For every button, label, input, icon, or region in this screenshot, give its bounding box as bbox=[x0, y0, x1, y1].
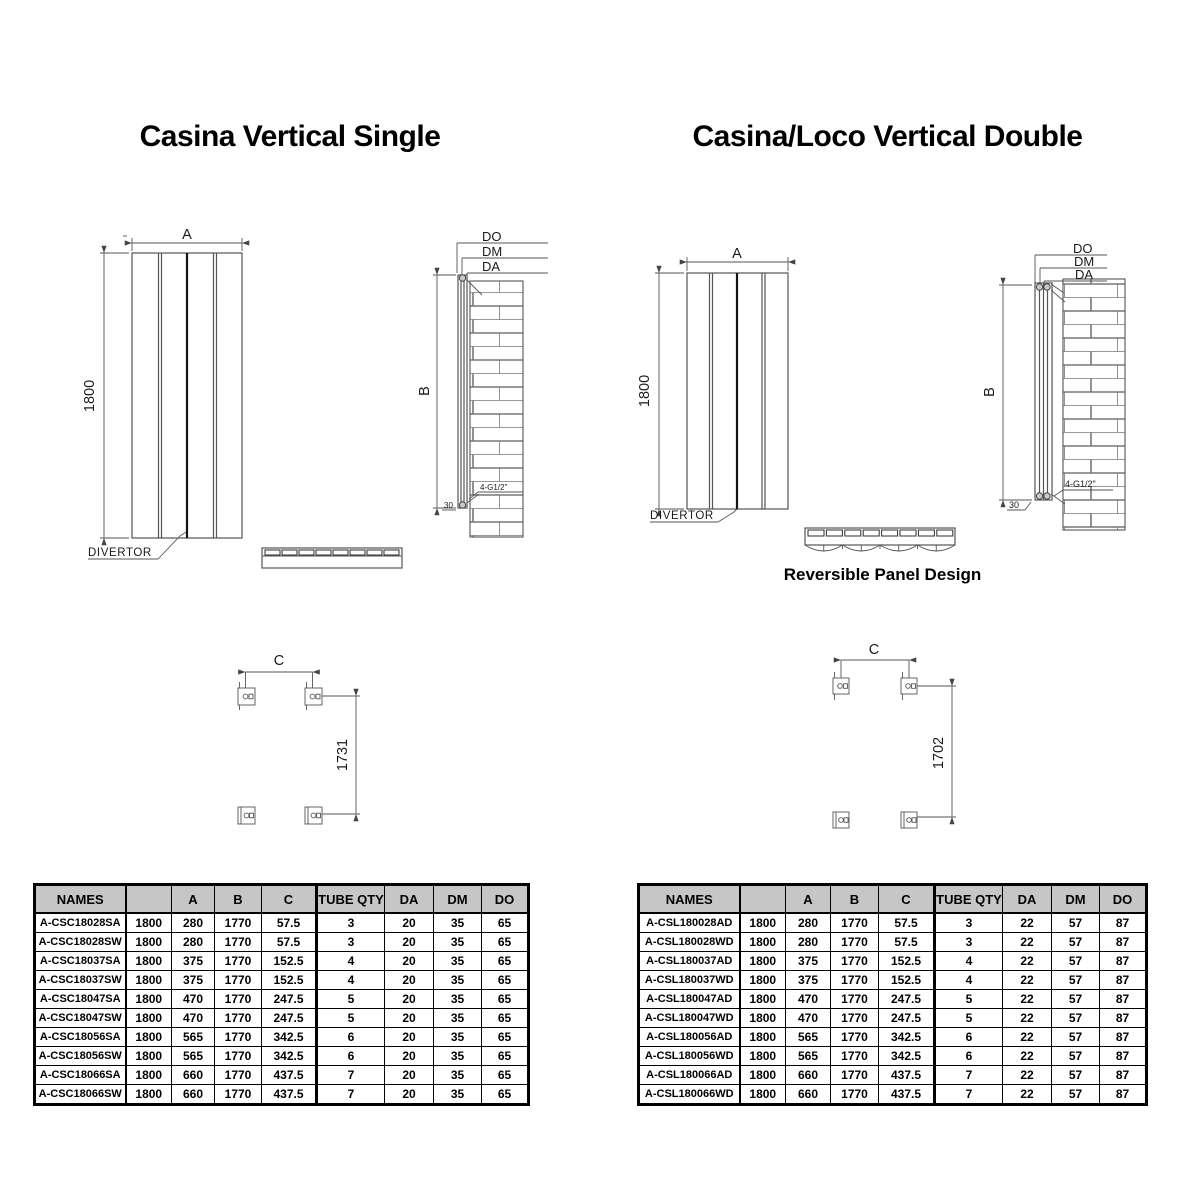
table-cell: 4 bbox=[935, 971, 1003, 990]
table-row bbox=[639, 971, 1147, 990]
table-cell: 65 bbox=[482, 1009, 529, 1028]
table-cell: 470 bbox=[172, 1009, 215, 1028]
table-cell: 1800 bbox=[126, 1009, 172, 1028]
double-vertical-label: 1702 bbox=[931, 736, 947, 770]
table-cell: 22 bbox=[1003, 933, 1052, 952]
table-cell: 1770 bbox=[215, 971, 262, 990]
table-cell: 6 bbox=[317, 1028, 385, 1047]
table-row bbox=[35, 1047, 529, 1066]
table-cell: 57 bbox=[1052, 971, 1100, 990]
table-cell: 1800 bbox=[126, 971, 172, 990]
table-cell: 565 bbox=[172, 1028, 215, 1047]
single-bracket-plan bbox=[225, 650, 370, 835]
table-cell: 280 bbox=[172, 933, 215, 952]
col-header-a: A bbox=[172, 885, 215, 914]
table-cell: 4 bbox=[317, 971, 385, 990]
bottom-tapping bbox=[459, 502, 465, 508]
table-cell: 57.5 bbox=[879, 913, 935, 933]
bracket bbox=[305, 807, 322, 824]
table-row bbox=[35, 971, 529, 990]
table-cell: 1770 bbox=[831, 1085, 879, 1105]
table-cell: 1770 bbox=[831, 1028, 879, 1047]
table-cell: 3 bbox=[935, 933, 1003, 952]
single-tapping-label: 4-G1/2" bbox=[480, 483, 508, 492]
table-cell: 57 bbox=[1052, 1047, 1100, 1066]
table-cell: 470 bbox=[786, 990, 831, 1009]
table-cell: 57 bbox=[1052, 1028, 1100, 1047]
table-cell: 22 bbox=[1003, 971, 1052, 990]
table-cell: 660 bbox=[786, 1066, 831, 1085]
table-cell: A-CSC18028SA bbox=[35, 913, 126, 933]
table-row bbox=[35, 990, 529, 1009]
table-cell: 375 bbox=[786, 952, 831, 971]
table-cell: 22 bbox=[1003, 1028, 1052, 1047]
col-header-do: DO bbox=[482, 885, 529, 914]
table-row bbox=[639, 952, 1147, 971]
col-header-b: B bbox=[831, 885, 879, 914]
table-cell: A-CSL180056AD bbox=[639, 1028, 740, 1047]
depth-dimensions bbox=[1035, 255, 1107, 286]
table-cell: 65 bbox=[482, 1028, 529, 1047]
brick-wall bbox=[1063, 279, 1125, 530]
table-cell: 1770 bbox=[215, 1047, 262, 1066]
table-cell: 152.5 bbox=[879, 971, 935, 990]
table-cell: 65 bbox=[482, 933, 529, 952]
table-cell: 470 bbox=[786, 1009, 831, 1028]
table-cell: A-CSL180037AD bbox=[639, 952, 740, 971]
table-cell: 152.5 bbox=[262, 971, 317, 990]
table-row bbox=[35, 1085, 529, 1105]
table-cell: 1800 bbox=[740, 933, 786, 952]
table-cell: 57 bbox=[1052, 990, 1100, 1009]
single-title: Casina Vertical Single bbox=[139, 120, 441, 153]
double-front-view bbox=[635, 245, 835, 545]
table-cell: 1800 bbox=[126, 1085, 172, 1105]
table-cell: 22 bbox=[1003, 913, 1052, 933]
table-cell: 1770 bbox=[831, 1066, 879, 1085]
table-cell: 20 bbox=[385, 990, 434, 1009]
double-cross-section bbox=[798, 518, 968, 568]
bracket bbox=[901, 812, 917, 828]
table-row bbox=[35, 1028, 529, 1047]
col-header-c: C bbox=[879, 885, 935, 914]
table-cell: A-CSC18047SW bbox=[35, 1009, 126, 1028]
double-wall-offset-label: 30 bbox=[1009, 500, 1020, 510]
table-row bbox=[639, 1028, 1147, 1047]
table-cell: 20 bbox=[385, 1066, 434, 1085]
bracket bbox=[833, 812, 849, 828]
single-wall-offset-label: 30 bbox=[444, 501, 453, 510]
table-row bbox=[35, 952, 529, 971]
table-cell: 1800 bbox=[740, 913, 786, 933]
table-cell: 280 bbox=[786, 913, 831, 933]
table-cell: 35 bbox=[434, 1047, 482, 1066]
double-front-height-label: 1800 bbox=[637, 374, 653, 408]
table-cell: 35 bbox=[434, 971, 482, 990]
table-cell: 65 bbox=[482, 1066, 529, 1085]
table-cell: 1800 bbox=[740, 990, 786, 1009]
table-cell: A-CSL180028WD bbox=[639, 933, 740, 952]
table-cell: 1800 bbox=[126, 990, 172, 1009]
table-cell: 247.5 bbox=[262, 1009, 317, 1028]
table-row bbox=[35, 933, 529, 952]
table-cell: 20 bbox=[385, 1009, 434, 1028]
double-front-width-label: A bbox=[732, 246, 742, 262]
table-cell: 22 bbox=[1003, 990, 1052, 1009]
table-cell: 65 bbox=[482, 952, 529, 971]
wall-brackets bbox=[238, 682, 322, 824]
table-cell: 65 bbox=[482, 990, 529, 1009]
table-cell: 565 bbox=[786, 1047, 831, 1066]
table-cell: 20 bbox=[385, 1047, 434, 1066]
table-cell: 1770 bbox=[215, 933, 262, 952]
table-cell: 7 bbox=[317, 1085, 385, 1105]
bracket bbox=[238, 807, 255, 824]
wall-brackets bbox=[833, 672, 917, 828]
table-cell: 1770 bbox=[215, 913, 262, 933]
table-cell: 375 bbox=[172, 952, 215, 971]
single-cross-section bbox=[255, 542, 410, 574]
table-cell: 57.5 bbox=[262, 913, 317, 933]
bottom-tapping bbox=[1044, 493, 1050, 499]
table-cell: 1800 bbox=[740, 971, 786, 990]
double-c-label: C bbox=[868, 642, 880, 658]
table-cell: 1800 bbox=[126, 1066, 172, 1085]
table-cell: 22 bbox=[1003, 1066, 1052, 1085]
table-row bbox=[639, 1085, 1147, 1105]
table-cell: 57 bbox=[1052, 933, 1100, 952]
table-cell: 35 bbox=[434, 952, 482, 971]
table-cell: 3 bbox=[935, 913, 1003, 933]
double-dm-label: DM bbox=[1074, 254, 1095, 269]
table-cell: 342.5 bbox=[879, 1047, 935, 1066]
table-cell: 35 bbox=[434, 1009, 482, 1028]
table-header-row bbox=[639, 885, 1147, 914]
table-cell: 342.5 bbox=[879, 1028, 935, 1047]
table-cell: A-CSL180047WD bbox=[639, 1009, 740, 1028]
double-tapping-label: 4-G1/2" bbox=[1065, 479, 1096, 489]
col-header-b: B bbox=[215, 885, 262, 914]
table-cell: 1770 bbox=[831, 1047, 879, 1066]
top-tapping bbox=[1044, 284, 1050, 290]
table-cell: 1770 bbox=[215, 990, 262, 1009]
table-cell: 470 bbox=[172, 990, 215, 1009]
col-header-c: C bbox=[262, 885, 317, 914]
table-header-row bbox=[35, 885, 529, 914]
table-row bbox=[639, 1066, 1147, 1085]
table-cell: 87 bbox=[1100, 971, 1147, 990]
table-cell: 3 bbox=[317, 913, 385, 933]
double-spec-table bbox=[637, 883, 1148, 1106]
table-cell: 5 bbox=[935, 990, 1003, 1009]
table-cell: 5 bbox=[317, 990, 385, 1009]
panel-slabs bbox=[265, 550, 399, 555]
reversible-panel-caption: Reversible Panel Design bbox=[783, 565, 982, 584]
col-header-tubeqty: TUBE QTY bbox=[317, 885, 385, 914]
table-cell: 1800 bbox=[740, 1028, 786, 1047]
col-header-da: DA bbox=[1003, 885, 1052, 914]
table-cell: 1770 bbox=[215, 1085, 262, 1105]
height-dimension bbox=[100, 253, 129, 538]
table-row bbox=[639, 1009, 1147, 1028]
table-cell: A-CSC18066SA bbox=[35, 1066, 126, 1085]
table-cell: 1800 bbox=[740, 1009, 786, 1028]
col-header-dm: DM bbox=[1052, 885, 1100, 914]
table-cell: 87 bbox=[1100, 952, 1147, 971]
table-cell: 1770 bbox=[215, 1009, 262, 1028]
table-cell: 65 bbox=[482, 971, 529, 990]
depth-dimensions bbox=[457, 243, 548, 277]
table-cell: 1770 bbox=[831, 913, 879, 933]
table-cell: 20 bbox=[385, 1085, 434, 1105]
table-cell: 7 bbox=[935, 1085, 1003, 1105]
table-cell: 7 bbox=[935, 1066, 1003, 1085]
top-tapping bbox=[459, 275, 465, 281]
table-cell: 35 bbox=[434, 1066, 482, 1085]
table-cell: 35 bbox=[434, 1085, 482, 1105]
single-divertor-label: DIVERTOR bbox=[88, 547, 152, 559]
col-header-names: NAMES bbox=[35, 885, 126, 914]
table-row bbox=[35, 1066, 529, 1085]
single-side-view bbox=[417, 225, 550, 545]
table-cell: 57 bbox=[1052, 913, 1100, 933]
table-cell: A-CSC18028SW bbox=[35, 933, 126, 952]
table-cell: A-CSL180056WD bbox=[639, 1047, 740, 1066]
table-cell: 660 bbox=[172, 1085, 215, 1105]
table-cell: A-CSC18056SW bbox=[35, 1047, 126, 1066]
bracket bbox=[238, 682, 255, 710]
double-da-label: DA bbox=[1075, 267, 1094, 282]
table-cell: 22 bbox=[1003, 1047, 1052, 1066]
b-dimension bbox=[433, 275, 456, 508]
table-cell: 87 bbox=[1100, 913, 1147, 933]
table-cell: A-CSL180028AD bbox=[639, 913, 740, 933]
table-cell: 65 bbox=[482, 913, 529, 933]
table-cell: 342.5 bbox=[262, 1047, 317, 1066]
table-cell: A-CSC18047SA bbox=[35, 990, 126, 1009]
table-cell: 1770 bbox=[831, 933, 879, 952]
table-cell: 1770 bbox=[831, 1009, 879, 1028]
table-row bbox=[35, 1009, 529, 1028]
table-cell: 660 bbox=[786, 1085, 831, 1105]
table-cell: 6 bbox=[935, 1047, 1003, 1066]
single-c-label: C bbox=[273, 653, 285, 669]
col-header-dm: DM bbox=[434, 885, 482, 914]
table-cell: 5 bbox=[935, 1009, 1003, 1028]
single-front-width-label: A bbox=[182, 227, 192, 243]
table-cell: 4 bbox=[935, 952, 1003, 971]
bottom-tapping bbox=[1036, 493, 1042, 499]
table-cell: 87 bbox=[1100, 1028, 1147, 1047]
table-cell: 437.5 bbox=[262, 1085, 317, 1105]
table-cell: 1770 bbox=[215, 952, 262, 971]
table-cell: 375 bbox=[172, 971, 215, 990]
table-cell: 57 bbox=[1052, 1066, 1100, 1085]
radiator-profile bbox=[1035, 283, 1052, 500]
table-cell: 1800 bbox=[126, 1028, 172, 1047]
table-cell: 1770 bbox=[215, 1066, 262, 1085]
single-do-label: DO bbox=[482, 229, 502, 244]
table-cell: 280 bbox=[786, 933, 831, 952]
col-header-blank bbox=[126, 885, 172, 914]
bracket bbox=[305, 682, 322, 710]
height-dimension bbox=[655, 273, 684, 509]
radiator-profile bbox=[458, 275, 467, 508]
col-header-tubeqty: TUBE QTY bbox=[935, 885, 1003, 914]
table-cell: 3 bbox=[317, 933, 385, 952]
single-b-label: B bbox=[417, 386, 433, 396]
table-cell: 1800 bbox=[740, 1066, 786, 1085]
table-cell: 342.5 bbox=[262, 1028, 317, 1047]
table-cell: 375 bbox=[786, 971, 831, 990]
table-cell: 35 bbox=[434, 933, 482, 952]
b-dimension bbox=[999, 285, 1032, 500]
col-header-blank bbox=[740, 885, 786, 914]
table-cell: A-CSC18066SW bbox=[35, 1085, 126, 1105]
c-dimension bbox=[841, 660, 909, 678]
table-row bbox=[35, 913, 529, 933]
single-front-height-label: 1800 bbox=[82, 379, 98, 413]
table-cell: 1770 bbox=[831, 990, 879, 1009]
single-front-view bbox=[80, 225, 280, 570]
table-cell: 1800 bbox=[126, 952, 172, 971]
panel-slabs-top bbox=[808, 530, 953, 536]
table-row bbox=[639, 990, 1147, 1009]
table-cell: 20 bbox=[385, 971, 434, 990]
table-cell: 87 bbox=[1100, 1066, 1147, 1085]
table-cell: 565 bbox=[172, 1047, 215, 1066]
table-cell: 35 bbox=[434, 913, 482, 933]
table-cell: 1770 bbox=[831, 971, 879, 990]
table-cell: 1800 bbox=[740, 952, 786, 971]
table-cell: 20 bbox=[385, 952, 434, 971]
table-cell: 20 bbox=[385, 933, 434, 952]
table-cell: 1800 bbox=[126, 913, 172, 933]
table-cell: A-CSC18037SA bbox=[35, 952, 126, 971]
top-tapping bbox=[1036, 284, 1042, 290]
col-header-do: DO bbox=[1100, 885, 1147, 914]
table-cell: A-CSL180037WD bbox=[639, 971, 740, 990]
table-cell: 57 bbox=[1052, 1085, 1100, 1105]
table-cell: A-CSL180066AD bbox=[639, 1066, 740, 1085]
table-cell: 4 bbox=[317, 952, 385, 971]
table-cell: 6 bbox=[935, 1028, 1003, 1047]
table-cell: 22 bbox=[1003, 1085, 1052, 1105]
table-cell: A-CSC18056SA bbox=[35, 1028, 126, 1047]
double-do-label: DO bbox=[1073, 241, 1093, 256]
table-cell: 87 bbox=[1100, 1047, 1147, 1066]
table-cell: 437.5 bbox=[879, 1066, 935, 1085]
table-row bbox=[639, 1047, 1147, 1066]
double-b-label: B bbox=[982, 387, 998, 397]
table-cell: 20 bbox=[385, 1028, 434, 1047]
table-row bbox=[639, 913, 1147, 933]
table-cell: 22 bbox=[1003, 952, 1052, 971]
table-cell: 20 bbox=[385, 913, 434, 933]
table-cell: 87 bbox=[1100, 990, 1147, 1009]
table-cell: 247.5 bbox=[879, 1009, 935, 1028]
table-cell: 65 bbox=[482, 1047, 529, 1066]
table-row bbox=[639, 933, 1147, 952]
table-cell: 65 bbox=[482, 1085, 529, 1105]
table-cell: 7 bbox=[317, 1066, 385, 1085]
table-cell: 565 bbox=[786, 1028, 831, 1047]
double-bracket-plan bbox=[820, 640, 970, 840]
double-divertor-label: DIVERTOR bbox=[650, 510, 714, 522]
table-cell: 1800 bbox=[126, 933, 172, 952]
table-cell: A-CSC18037SW bbox=[35, 971, 126, 990]
brick-wall bbox=[470, 281, 523, 537]
table-cell: 22 bbox=[1003, 1009, 1052, 1028]
table-cell: 437.5 bbox=[262, 1066, 317, 1085]
table-cell: 1800 bbox=[740, 1047, 786, 1066]
single-spec-table bbox=[33, 883, 530, 1106]
double-title: Casina/Loco Vertical Double bbox=[692, 120, 1083, 153]
table-cell: 152.5 bbox=[262, 952, 317, 971]
table-cell: 87 bbox=[1100, 1009, 1147, 1028]
table-cell: 437.5 bbox=[879, 1085, 935, 1105]
table-cell: 57 bbox=[1052, 1009, 1100, 1028]
table-cell: A-CSL180047AD bbox=[639, 990, 740, 1009]
c-dimension bbox=[246, 672, 313, 688]
table-cell: 57 bbox=[1052, 952, 1100, 971]
table-cell: 57.5 bbox=[879, 933, 935, 952]
col-header-names: NAMES bbox=[639, 885, 740, 914]
col-header-da: DA bbox=[385, 885, 434, 914]
table-cell: 660 bbox=[172, 1066, 215, 1085]
table-cell: 247.5 bbox=[262, 990, 317, 1009]
table-cell: 247.5 bbox=[879, 990, 935, 1009]
table-cell: 87 bbox=[1100, 933, 1147, 952]
table-cell: 152.5 bbox=[879, 952, 935, 971]
single-dm-label: DM bbox=[482, 244, 503, 259]
single-vertical-label: 1731 bbox=[335, 738, 351, 772]
table-cell: 35 bbox=[434, 990, 482, 1009]
double-side-view bbox=[982, 230, 1140, 560]
table-cell: 280 bbox=[172, 913, 215, 933]
table-cell: 5 bbox=[317, 1009, 385, 1028]
table-cell: 1770 bbox=[831, 952, 879, 971]
table-cell: 1800 bbox=[740, 1085, 786, 1105]
col-header-a: A bbox=[786, 885, 831, 914]
panel-arcs-bottom bbox=[805, 545, 955, 552]
table-cell: A-CSL180066WD bbox=[639, 1085, 740, 1105]
table-cell: 6 bbox=[317, 1047, 385, 1066]
table-cell: 1800 bbox=[126, 1047, 172, 1066]
table-cell: 87 bbox=[1100, 1085, 1147, 1105]
single-da-label: DA bbox=[482, 259, 501, 274]
table-cell: 57.5 bbox=[262, 933, 317, 952]
table-cell: 35 bbox=[434, 1028, 482, 1047]
table-cell: 1770 bbox=[215, 1028, 262, 1047]
